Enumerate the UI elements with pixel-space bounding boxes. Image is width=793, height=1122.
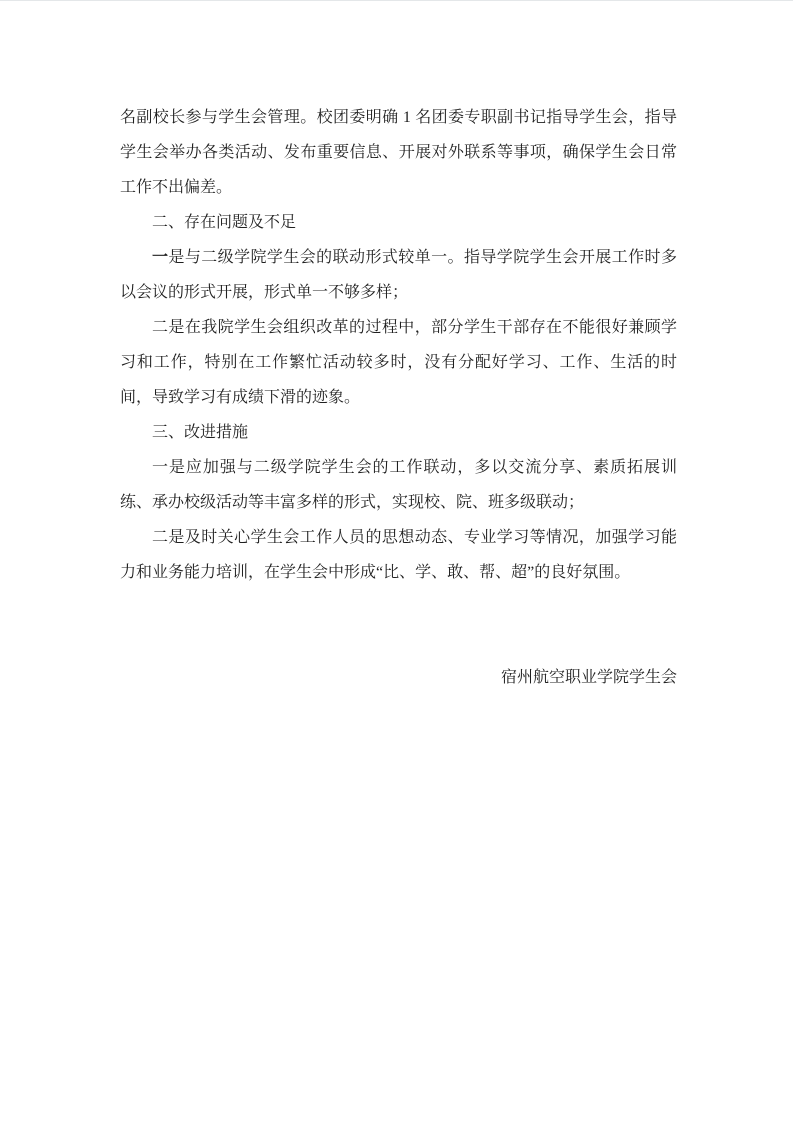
section-heading-improvements: 三、改进措施	[152, 424, 249, 441]
continued-paragraph: 名副校长参与学生会管理。校团委明确 1 名团委专职副书记指导学生会，指导学生会举办各类活动、发布重要信息、开展对外联系等事项，确保学生会日常工作不出偏差。	[120, 109, 677, 196]
improvements-item-1: 一是应加强与二级学院学生会的工作联动，多以交流分享、素质拓展训练、承办校级活动等丰富多样的形式，实现校、院、班多级联动；	[120, 459, 677, 511]
document-body	[120, 100, 677, 695]
problems-item-1	[120, 240, 677, 310]
problems-item-1-lead: 一	[152, 249, 169, 266]
signature-line: 宿州航空职业学院学生会	[500, 669, 677, 686]
problems-item-1-text: 是与二级学院学生会的联动形式较单一。指导学院学生会开展工作时多以会议的形式开展，形式单一不够多样；	[120, 249, 677, 301]
problems-item-2: 二是在我院学生会组织改革的过程中，部分学生干部存在不能很好兼顾学习和工作，特别在工作繁忙活动较多时，没有分配好学习、工作、生活的时间，导致学习有成绩下滑的迹象。	[120, 319, 677, 406]
improvements-item-2: 二是及时关心学生会工作人员的思想动态、专业学习等情况，加强学习能力和业务能力培训，在学生会中形成“比、学、敢、帮、超”的良好氛围。	[120, 529, 677, 581]
section-heading-problems: 二、存在问题及不足	[152, 214, 297, 231]
